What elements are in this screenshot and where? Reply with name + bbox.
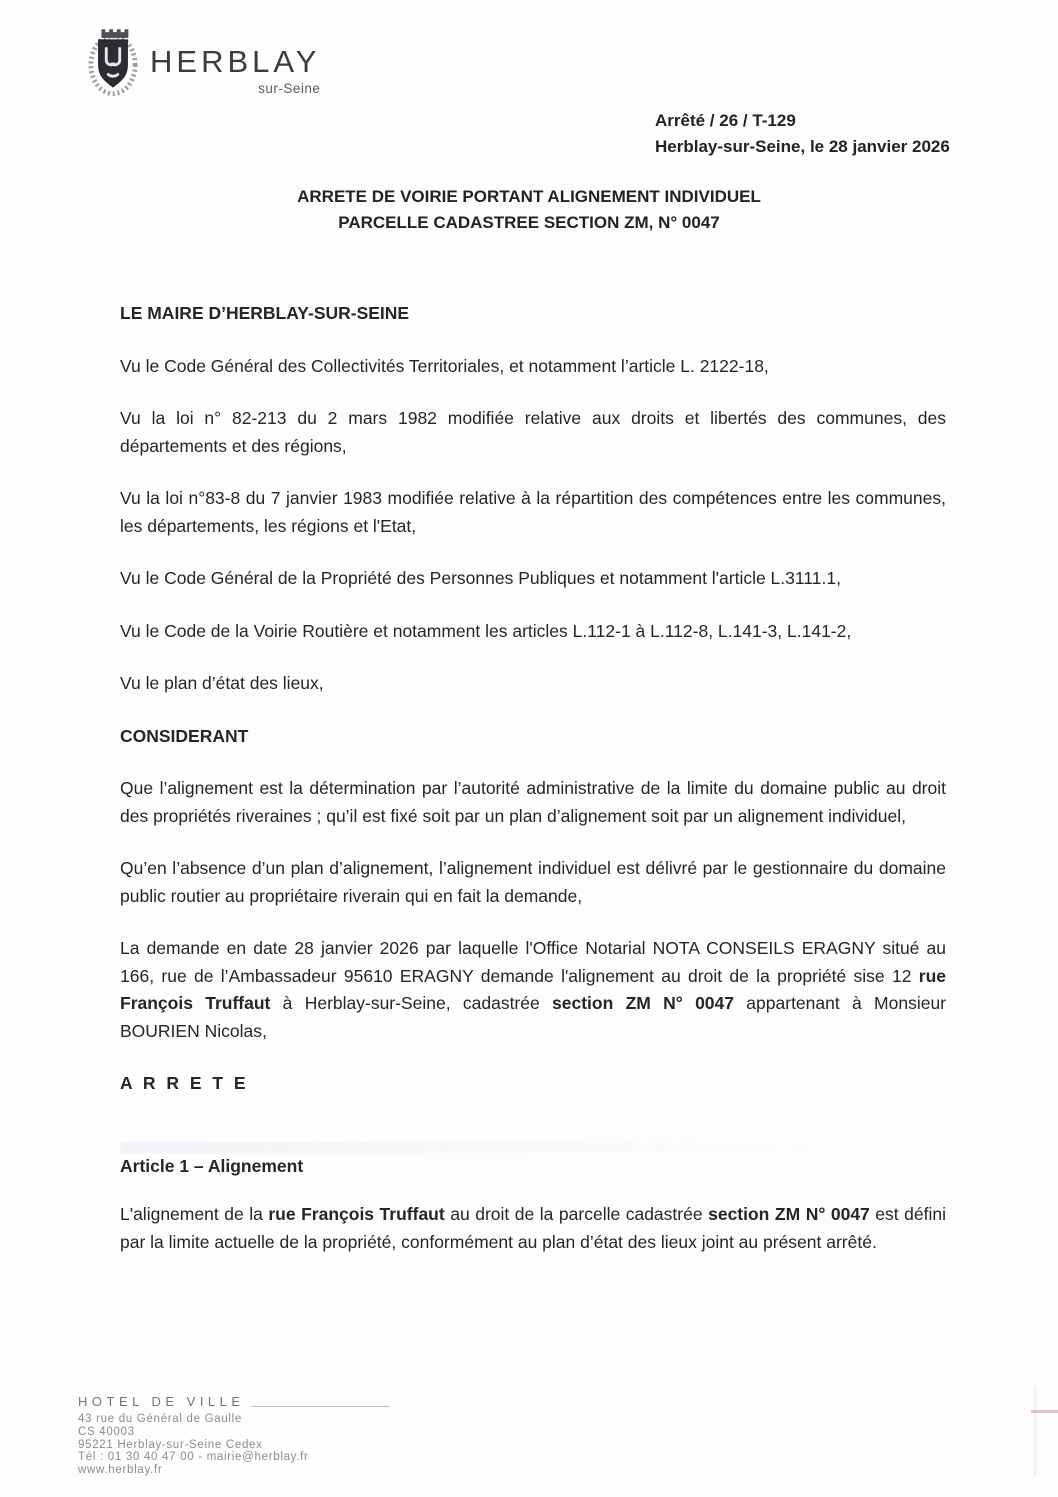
herblay-coat-of-arms-icon	[88, 24, 138, 98]
document-title-line2: PARCELLE CADASTREE SECTION ZM, N° 0047	[338, 213, 720, 232]
footer-address-line: 95221 Herblay-sur-Seine Cedex	[78, 1438, 263, 1451]
footer-address-line: 43 rue du Général de Gaulle	[78, 1413, 243, 1425]
footer-heading: HOTEL DE VILLE	[78, 1394, 245, 1409]
considerant-heading: CONSIDERANT	[120, 725, 249, 746]
footer-heading-row	[78, 1394, 390, 1409]
vu-item: Vu la loi n°83-8 du 7 janvier 1983 modifiée relative à la répartition des compétences entre les communes, les départements, les régions et l'Etat,	[120, 488, 946, 536]
article-1-heading: Article 1 – Alignement	[120, 1155, 304, 1176]
footer-address-line: CS 40003	[78, 1425, 135, 1438]
footer-address	[78, 1413, 498, 1477]
footer-address-line: www.herblay.fr	[78, 1464, 163, 1477]
reference-block	[655, 108, 950, 160]
article-1-paragraph: L'alignement de la rue François Truffaut au droit de la parcelle cadastrée section ZM N° 0047 est défini par la limite actuelle de la propriété, conformément au plan d’état des lieux joint au présent arrêté.	[120, 1204, 947, 1252]
footer	[78, 1394, 498, 1477]
arrete-heading: A R R E T E	[120, 1073, 249, 1093]
vu-item: Vu le Code de la Voirie Routière et notamment les articles L.112-1 à L.112-8, L.141-3, L.141-2,	[120, 620, 852, 641]
vu-item: Vu le Code Général des Collectivités Territoriales, et notamment l’article L. 2122-18,	[120, 355, 769, 376]
scan-artifact-edge	[1034, 1386, 1036, 1476]
demande-paragraph: La demande en date 28 janvier 2026 par laquelle l'Office Notarial NOTA CONSEILS ERAGNY situé au 166, rue de l’Ambassadeur 95610 ERAGNY demande l'alignement au droit de la propriété sise 12 rue François Truffaut à Herblay-sur-Seine, cadastrée section ZM N° 0047 appartenant à Monsieur BOURIEN Nicolas,	[120, 938, 947, 1041]
vu-item: Vu la loi n° 82-213 du 2 mars 1982 modifiée relative aux droits et libertés des communes, des départements et des régions,	[120, 408, 946, 456]
city-logo	[88, 24, 320, 98]
logo-city-subtitle: sur-Seine	[258, 81, 321, 96]
considerant-paragraph: Qu’en l’absence d’un plan d’alignement, l’alignement individuel est délivré par le gestionnaire du domaine public routier au propriétaire riverain qui en fait la demande,	[120, 858, 946, 906]
arrete-reference: Arrêté / 26 / T-129	[655, 111, 796, 130]
considerant-paragraph: Que l’alignement est la détermination par l’autorité administrative de la limite du domaine public au droit des propriétés riveraines ; qu’il est fixé soit par un plan d’alignement soit par un alignement individuel,	[120, 778, 946, 826]
maire-heading: LE MAIRE D’HERBLAY-SUR-SEINE	[120, 303, 410, 323]
footer-address-line: Tél : 01 30 40 47 00 - mairie@herblay.fr	[78, 1451, 309, 1464]
document-title	[0, 184, 1058, 236]
document-body	[120, 300, 946, 1281]
logo-city-name: HERBLAY	[150, 44, 321, 79]
vu-item: Vu le Code Général de la Propriété des Personnes Publiques et notamment l'article L.3111.1,	[120, 568, 841, 588]
vu-item: Vu le plan d’état des lieux,	[120, 673, 324, 693]
logo-text	[150, 44, 320, 96]
place-and-date: Herblay-sur-Seine, le 28 janvier 2026	[655, 137, 950, 156]
footer-rule	[251, 1406, 390, 1407]
document-title-line1: ARRETE DE VOIRIE PORTANT ALIGNEMENT INDIVIDUEL	[297, 187, 761, 206]
